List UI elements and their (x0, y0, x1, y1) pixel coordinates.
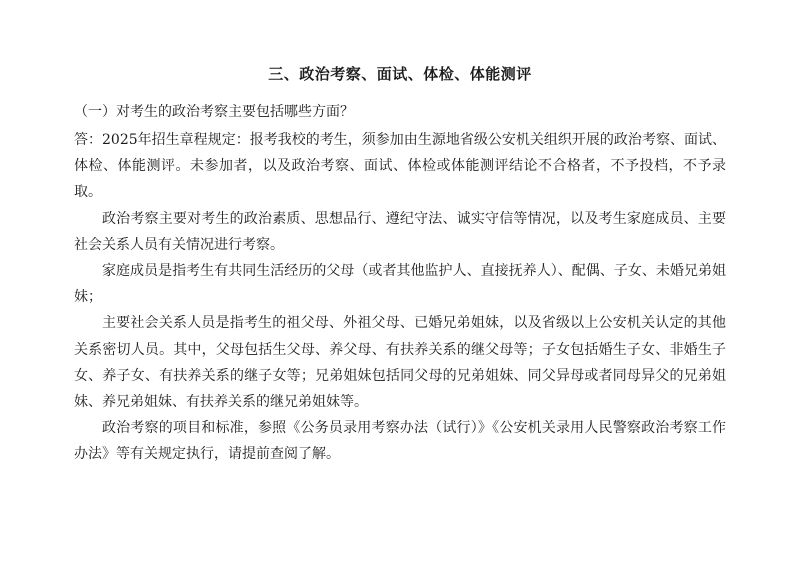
answer-paragraph: 政治考察主要对考生的政治素质、思想品行、遵纪守法、诚实守信等情况，以及考生家庭成员、主要社会关系人员有关情况进行考察。 (74, 210, 726, 253)
question-heading: （一）对考生的政治考察主要包括哪些方面？ (74, 104, 354, 120)
answer-body (74, 127, 726, 468)
section-title: 三、政治考察、面试、体检、体能测评 (268, 65, 532, 83)
answer-paragraph: 答：2025年招生章程规定：报考我校的考生，须参加由生源地省级公安机关组织开展的政治考察、面试、体检、体能测评。未参加者，以及政治考察、面试、体检或体能测评结论不合格者，不予投档，不予录取。 (74, 132, 726, 201)
answer-paragraph: 家庭成员是指考生有共同生活经历的父母（或者其他监护人、直接抚养人）、配偶、子女、未婚兄弟姐妹； (74, 263, 726, 306)
answer-paragraph: 主要社会关系人员是指考生的祖父母、外祖父母、已婚兄弟姐妹，以及省级以上公安机关认定的其他关系密切人员。其中，父母包括生父母、养父母、有扶养关系的继父母等；子女包括婚生子女、非婚生子女、养子女、有扶养关系的继子女等；兄弟姐妹包括同父母的兄弟姐妹、同父异母或者同母异父的兄弟姐妹、养兄弟姐妹、有扶养关系的继兄弟姐妹等。 (74, 315, 726, 411)
answer-paragraph: 政治考察的项目和标准，参照《公务员录用考察办法（试行）》《公安机关录用人民警察政治考察工作办法》等有关规定执行，请提前查阅了解。 (74, 420, 726, 463)
